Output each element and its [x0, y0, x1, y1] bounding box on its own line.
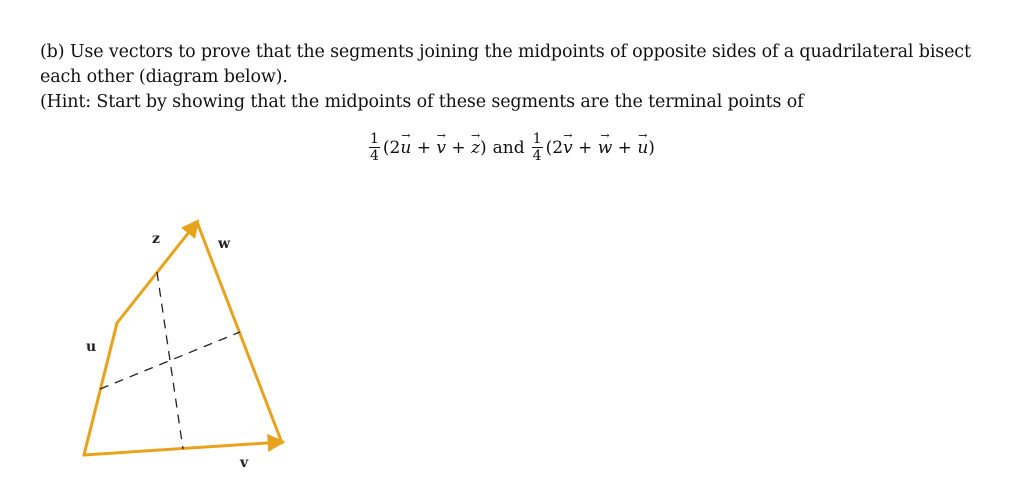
- label-v: v: [240, 455, 249, 471]
- midpoint-segments: [100, 272, 240, 449]
- vector-z: → z: [471, 138, 480, 158]
- dashed-segment-vertical: [157, 272, 183, 449]
- expression-1: (2→ u + → v + → z): [383, 138, 487, 158]
- problem-line-3: (Hint: Start by showing that the midpoints of these segments are the terminal points of: [40, 92, 804, 112]
- label-z: z: [152, 231, 160, 247]
- quadrilateral-edges: [84, 222, 282, 455]
- label-w: w: [218, 236, 231, 252]
- vector-u: → u: [400, 138, 411, 158]
- fraction-one-quarter-1: $\frac{1}{4}$: [370, 131, 379, 164]
- vector-v: → v: [563, 138, 573, 158]
- expression-2: (2→ v + → w + → u): [546, 138, 655, 158]
- fraction-one-quarter-2: $\frac{1}{4}$: [532, 131, 542, 164]
- vector-u: → u: [637, 138, 648, 158]
- and-word: and: [492, 137, 525, 158]
- dashed-segment-horizontal: [100, 332, 240, 389]
- problem-line-2: each other (diagram below).: [40, 67, 288, 87]
- label-u: u: [86, 339, 97, 355]
- vector-w: → w: [598, 138, 613, 158]
- problem-line-1: (b) Use vectors to prove that the segments joining the midpoints of opposite sides of a quadrilateral bisect: [40, 42, 971, 62]
- vector-v: → v: [436, 138, 446, 158]
